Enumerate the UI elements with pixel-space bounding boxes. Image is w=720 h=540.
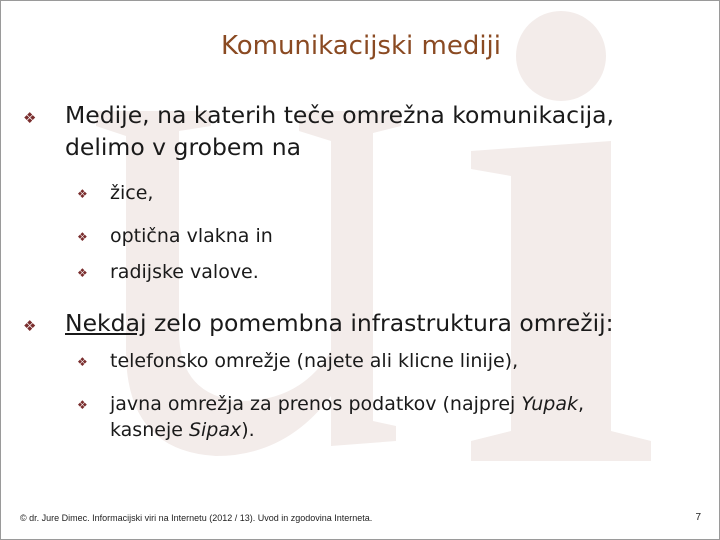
sub-bullet-2 [77,223,273,249]
diamond-bullet-icon: ❖ [77,355,88,369]
footer-credit: © dr. Jure Dimec. Informacijski viri na Internetu (2012 / 13). Uvod in zgodovina Interneta. [20,513,373,523]
sub-bullet-5 [77,391,584,443]
sub-bullet-1-text: žice, [110,182,154,204]
sub-bullet-5-line2 [110,417,584,443]
slide-title: Komunikacijski mediji [220,31,502,61]
diamond-bullet-icon: ❖ [77,398,88,412]
bullet-main-1-text [65,99,614,163]
sub-bullet-5-italic2: Sipax [188,419,242,441]
bullet-main-1-line1: Medije, na katerih teče omrežna komunikacija, [65,101,614,129]
page-number: 7 [695,512,701,523]
diamond-bullet-icon: ❖ [77,230,88,244]
sub-bullet-3-text: radijske valove. [110,261,259,283]
sub-bullet-5-line2-part2: ). [241,419,255,441]
sub-bullet-5-text [110,391,584,443]
sub-bullet-5-part2: , [577,393,585,415]
sub-bullet-5-line2-part1: kasneje [110,419,189,441]
bullet-main-2-underlined: Nekdaj [65,309,147,337]
sub-bullet-5-italic1: Yupak [521,393,578,415]
sub-bullet-4-text: telefonsko omrežje (najete ali klicne linije), [110,350,519,372]
bullet-main-2-rest: zelo pomembna infrastruktura omrežij: [146,309,614,337]
diamond-bullet-icon: ❖ [23,109,37,127]
diamond-bullet-icon: ❖ [77,187,88,201]
sub-bullet-5-line1 [110,391,584,417]
diamond-bullet-icon: ❖ [77,266,88,280]
bullet-main-2 [23,307,614,339]
bullet-main-1-line2: delimo v grobem na [65,133,302,161]
bullet-main-1 [23,99,614,163]
sub-bullet-5-part1: javna omrežja za prenos podatkov (najprej [110,393,522,415]
sub-bullet-2-text: optična vlakna in [110,225,273,247]
bullet-main-2-text [65,307,614,339]
diamond-bullet-icon: ❖ [23,317,37,335]
sub-bullet-4 [77,348,518,374]
sub-bullet-3 [77,259,259,285]
sub-bullet-1 [77,180,153,206]
